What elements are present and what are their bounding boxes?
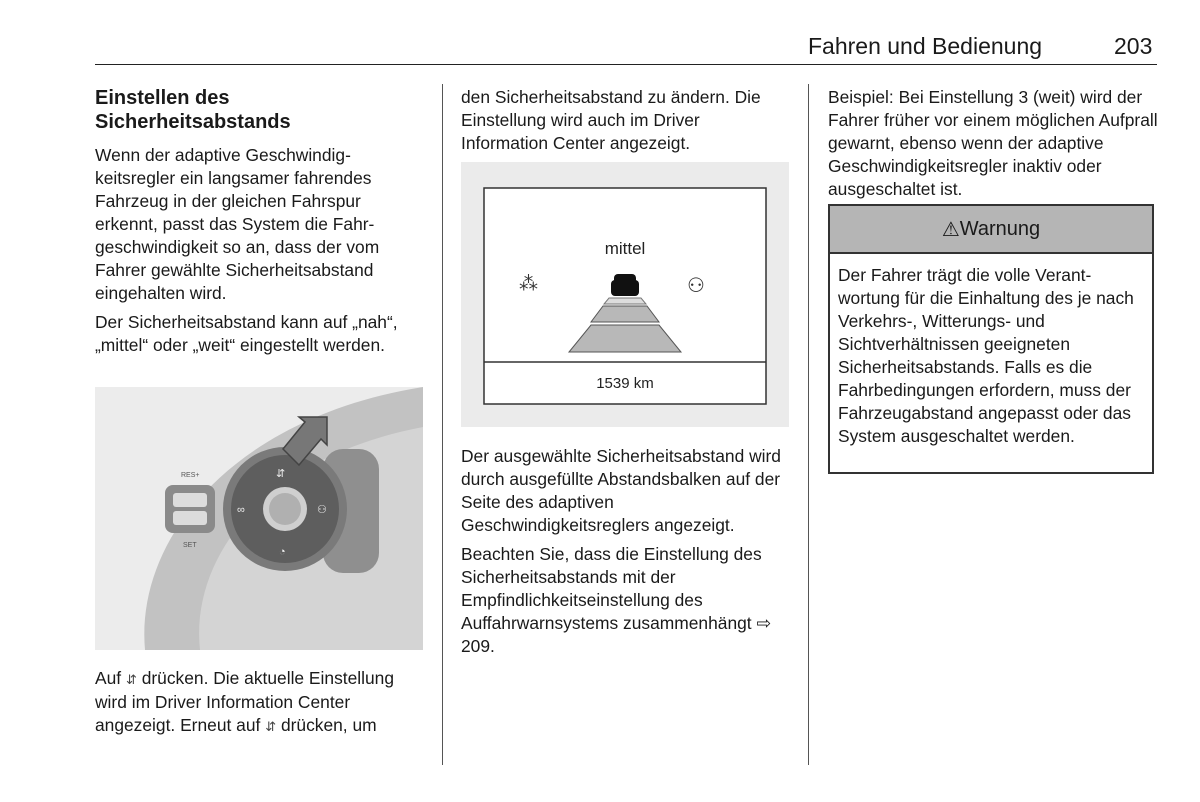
paragraph: Der Sicherheitsabstand kann auf „nah“, „mittel“ oder „weit“ eingestellt werden. (95, 312, 398, 355)
svg-text:⚇: ⚇ (317, 504, 327, 516)
warning-title: Warnung (959, 217, 1041, 240)
section-heading: Einstellen des Sicherheitsabstands (95, 87, 291, 133)
cross-reference-arrow-icon: ⇨ (756, 613, 772, 633)
running-header-title: Fahren und Bedienung (808, 33, 1043, 59)
column-2-continued (461, 445, 795, 664)
column-2 (461, 86, 791, 161)
dic-display (461, 162, 789, 427)
svg-text:∞: ∞ (237, 504, 245, 516)
column-1 (95, 86, 425, 363)
page-reference: 209. (461, 636, 495, 656)
text-run: drücken, um (280, 715, 377, 735)
column-3 (828, 86, 1158, 207)
text-run: Auf (95, 668, 122, 688)
res-label: RES+ (181, 472, 200, 479)
adaptive-cruise-icon: ⚇ (687, 275, 705, 297)
warning-triangle-icon: ⚠ (941, 218, 960, 241)
text-run: drücken. Die aktuelle Einstellung wird im Driver Information Center angezeigt. Erneut auf (95, 668, 395, 735)
page-number: 203 (1114, 33, 1153, 59)
warning-header (830, 206, 1152, 254)
driver-information-center-illustration (461, 162, 789, 427)
paragraph: Wenn der adaptive Geschwindigkeitsregler ein langsamer fahrendes Fahrzeug in der gleichen Fahrspur erkennt, passt das System die Fahrgeschwindigkeit so an, dass der vom Fahrer gewählte Sicherheitsabstand eingehalten wird. (95, 145, 380, 303)
warning-text: Der Fahrer trägt die volle Verantwortung für die Einhaltung des je nach Verkehrs-, Witterungs- und Sichtverhältnissen geeigneten Sicherheitsabstands. Falls es die Fahrbedingungen erfordern, muss der Fahrzeugabstand angepasst oder das System ausgeschaltet werden. (838, 265, 1134, 446)
paragraph: Beispiel: Bei Einstellung 3 (weit) wird der Fahrer früher vor einem möglichen Aufprall gewarnt, ebenso wenn der adaptive Geschwindigkeitsregler inaktiv oder ausgeschaltet ist. (828, 87, 1158, 199)
svg-text:◔: ◔ (279, 546, 286, 558)
steering-wheel-illustration (95, 387, 423, 650)
collision-alert-icon: ⁂ (519, 274, 538, 295)
distance-button-icon: ⇵ (265, 719, 277, 734)
odometer-readout: 1539 km (596, 375, 654, 392)
paragraph: den Sicherheitsabstand zu ändern. Die Einstellung wird auch im Driver Information Center angezeigt. (461, 87, 761, 153)
steering-wheel-drawing (95, 387, 423, 650)
paragraph: Der ausgewählte Sicherheitsabstand wird durch ausgefüllte Abstandsbalken auf der Seite des adaptiven Geschwindigkeitsreglers angezeigt. (461, 446, 781, 535)
text-run: Beachten Sie, dass die Einstellung des Sicherheitsabstands mit der Empfindlichkeitseinstellung des Auffahrwarnsystems zusammenhängt (461, 544, 762, 633)
warning-box (828, 204, 1154, 474)
distance-setting-label: mittel (604, 239, 646, 258)
svg-text:⇵: ⇵ (276, 468, 286, 480)
column-1-continued (95, 667, 425, 744)
distance-button-icon: ⇵ (125, 672, 137, 687)
column-divider-2 (808, 84, 809, 765)
header-rule (95, 64, 1157, 65)
set-label: SET (183, 542, 197, 549)
column-divider-1 (442, 84, 443, 765)
